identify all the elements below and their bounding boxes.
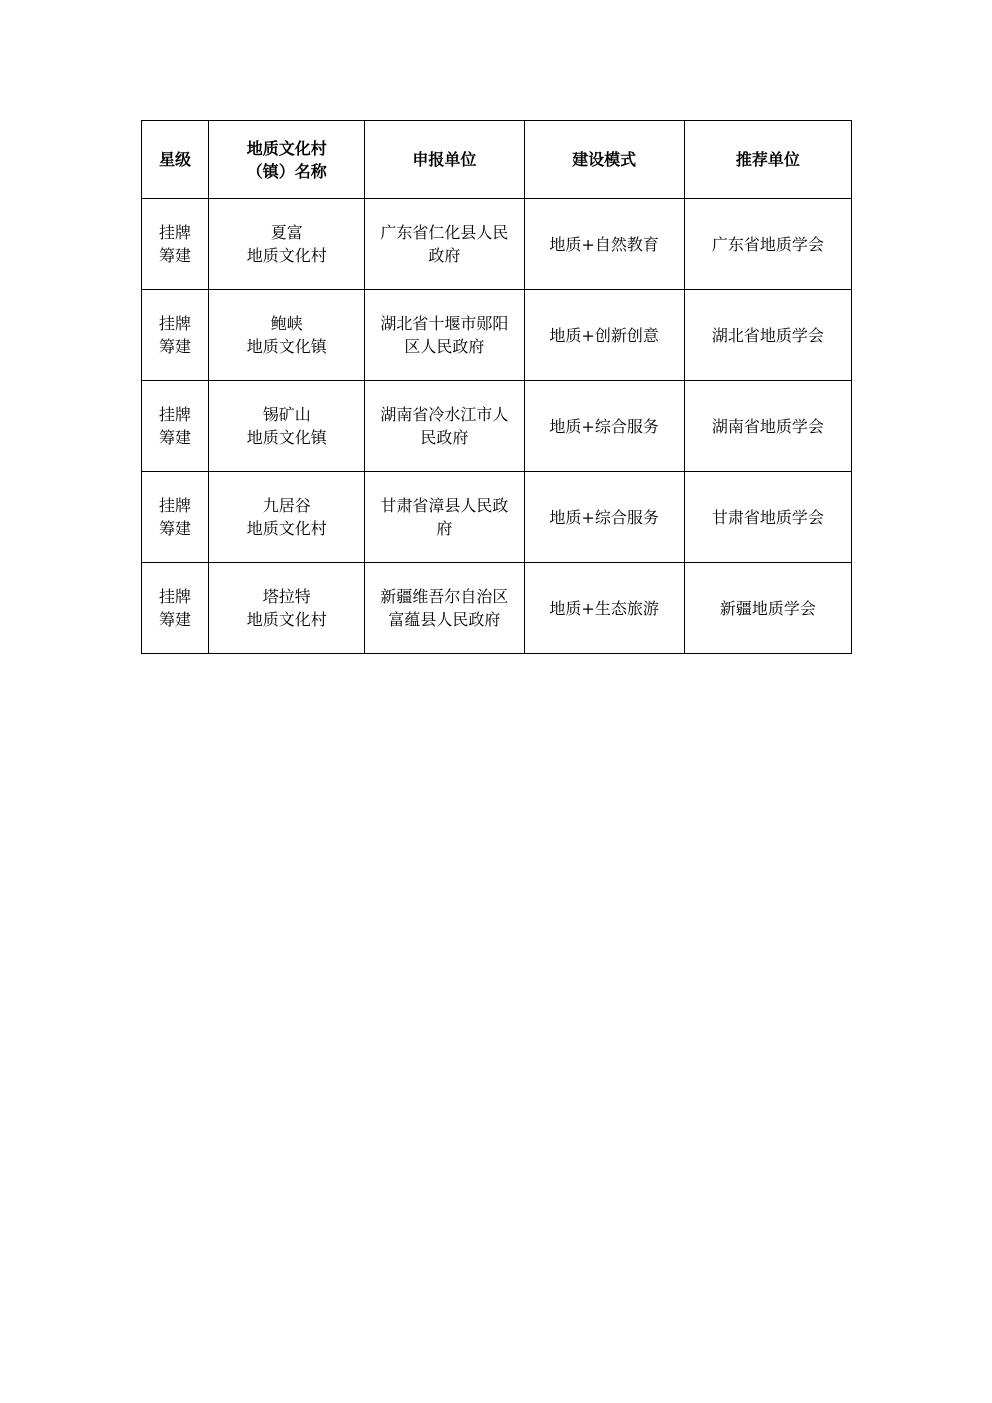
table-row <box>142 199 852 290</box>
header-star-level: 星级 <box>142 121 209 199</box>
village-name-line2: 地质文化村 <box>246 246 327 265</box>
cell-recommender: 新疆地质学会 <box>684 563 851 654</box>
cell-recommender: 湖南省地质学会 <box>684 381 851 472</box>
star-level-line1: 挂牌 <box>159 587 192 606</box>
star-level-line2: 筹建 <box>159 610 192 629</box>
applicant-line1: 湖北省十堰市郧阳 <box>380 314 509 333</box>
cell-construction-mode: 地质+自然教育 <box>524 199 684 290</box>
cell-star-level <box>142 472 209 563</box>
applicant-line2: 政府 <box>428 246 461 265</box>
village-name-line1: 夏富 <box>270 223 303 242</box>
cell-applicant <box>365 563 524 654</box>
cell-village-name <box>209 472 365 563</box>
cell-construction-mode: 地质+综合服务 <box>524 381 684 472</box>
cell-village-name <box>209 381 365 472</box>
header-village-name-line1: 地质文化村 <box>246 138 327 158</box>
village-name-line1: 锡矿山 <box>262 405 311 424</box>
cell-star-level <box>142 290 209 381</box>
village-name-line1: 鲍峡 <box>270 314 303 333</box>
applicant-line1: 甘肃省漳县人民政 <box>380 496 509 515</box>
cell-applicant <box>365 199 524 290</box>
cell-village-name <box>209 563 365 654</box>
village-name-line2: 地质文化村 <box>246 519 327 538</box>
cell-star-level <box>142 381 209 472</box>
star-level-line1: 挂牌 <box>159 223 192 242</box>
applicant-line1: 广东省仁化县人民 <box>380 223 509 242</box>
village-name-line2: 地质文化镇 <box>246 337 327 356</box>
header-construction-mode: 建设模式 <box>524 121 684 199</box>
village-name-line2: 地质文化村 <box>246 610 327 629</box>
header-recommender: 推荐单位 <box>684 121 851 199</box>
header-village-name <box>209 121 365 199</box>
header-village-name-line2: （镇）名称 <box>246 161 327 181</box>
cell-construction-mode: 地质+创新创意 <box>524 290 684 381</box>
applicant-line1: 湖南省冷水江市人 <box>380 405 509 424</box>
cell-recommender: 广东省地质学会 <box>684 199 851 290</box>
table-row <box>142 472 852 563</box>
cell-recommender: 湖北省地质学会 <box>684 290 851 381</box>
applicant-line2: 区人民政府 <box>404 337 485 356</box>
header-applicant: 申报单位 <box>365 121 524 199</box>
applicant-line2: 富蕴县人民政府 <box>388 610 501 629</box>
applicant-line1: 新疆维吾尔自治区 <box>380 587 509 606</box>
table-row <box>142 290 852 381</box>
star-level-line1: 挂牌 <box>159 496 192 515</box>
star-level-line2: 筹建 <box>159 246 192 265</box>
cell-construction-mode: 地质+综合服务 <box>524 472 684 563</box>
cell-star-level <box>142 199 209 290</box>
star-level-line2: 筹建 <box>159 337 192 356</box>
cell-applicant <box>365 290 524 381</box>
cell-applicant <box>365 381 524 472</box>
cell-village-name <box>209 290 365 381</box>
table-header-row <box>142 121 852 199</box>
applicant-line2: 民政府 <box>420 428 469 447</box>
star-level-line2: 筹建 <box>159 519 192 538</box>
cell-star-level <box>142 563 209 654</box>
table-row <box>142 381 852 472</box>
cell-applicant <box>365 472 524 563</box>
star-level-line1: 挂牌 <box>159 314 192 333</box>
geo-culture-village-table <box>141 120 852 654</box>
cell-recommender: 甘肃省地质学会 <box>684 472 851 563</box>
village-name-line1: 塔拉特 <box>262 587 311 606</box>
star-level-line1: 挂牌 <box>159 405 192 424</box>
star-level-line2: 筹建 <box>159 428 192 447</box>
village-name-line2: 地质文化镇 <box>246 428 327 447</box>
table-row <box>142 563 852 654</box>
applicant-line2: 府 <box>436 519 453 538</box>
village-name-line1: 九居谷 <box>262 496 311 515</box>
cell-construction-mode: 地质+生态旅游 <box>524 563 684 654</box>
cell-village-name <box>209 199 365 290</box>
